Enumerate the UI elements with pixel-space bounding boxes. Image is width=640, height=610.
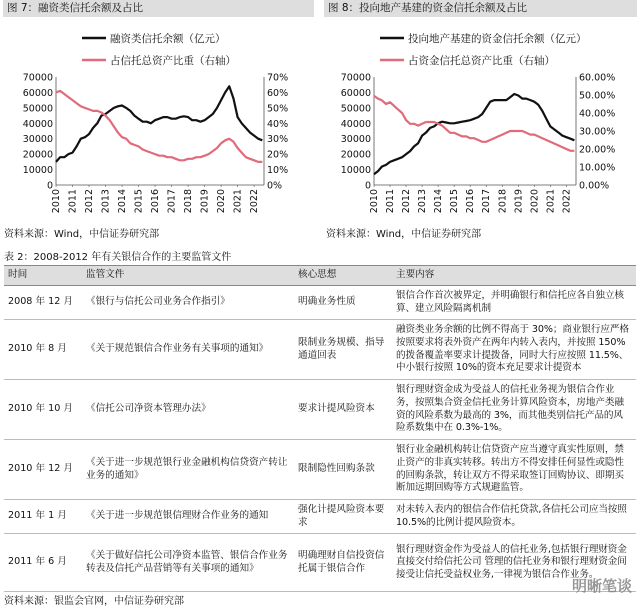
figure7-title: 图 7：融资类信托余额及占比 <box>3 0 314 17</box>
x-tick-label: 2022 <box>249 189 261 214</box>
cell-doc: 《银行与信托公司业务合作指引》 <box>82 286 294 320</box>
x-tick-label: 2013 <box>417 189 429 214</box>
x-tick-label: 2013 <box>100 189 112 214</box>
table-row <box>4 534 636 592</box>
y-right-tick-label: 70% <box>267 72 289 84</box>
cell-idea: 明确业务性质 <box>294 286 392 320</box>
y-left-tick-label: 30000 <box>340 134 371 146</box>
table-source: 资料来源：银监会官网，中信证券研究部 <box>4 596 184 607</box>
x-tick-label: 2014 <box>117 189 129 214</box>
x-tick-label: 2020 <box>216 189 228 214</box>
cell-time: 2008 年 12 月 <box>4 286 82 320</box>
cell-time: 2011 年 1 月 <box>4 500 82 534</box>
x-tick-label: 2016 <box>465 189 477 214</box>
cell-time: 2010 年 8 月 <box>4 320 82 380</box>
x-tick-label: 2014 <box>433 189 445 214</box>
cell-content: 银行理财资金成为受益人的信托业务视为银信合作业务，按照集合资金信托业务计算风险资本，房地产类融资的风险系数为最高的 3%，而其他类别信托产品的风险系数集中在 0.3%-1%。 <box>392 380 636 440</box>
cell-doc: 《关于做好信托公司净资本监管、银信合作业务转表及信托产品营销等有关事项的通知》 <box>82 534 294 592</box>
series-line-2 <box>374 96 574 151</box>
y-right-tick-label: 0.00% <box>579 180 610 192</box>
x-tick-label: 2022 <box>561 189 573 214</box>
cell-idea: 明确理财自信投资信托属于银信合作 <box>294 534 392 592</box>
y-right-tick-label: 30% <box>267 134 289 146</box>
x-tick-label: 2012 <box>401 189 413 214</box>
y-right-tick-label: 60.00% <box>579 72 616 84</box>
x-tick-label: 2010 <box>369 189 380 214</box>
y-right-tick-label: 20.00% <box>579 144 616 156</box>
y-left-tick-label: 40000 <box>22 118 53 130</box>
y-left-tick-label: 10000 <box>340 165 371 177</box>
y-left-tick-label: 60000 <box>22 87 53 99</box>
y-left-tick-label: 50000 <box>22 103 53 115</box>
cell-doc: 《关于进一步规范银信理财合作业务的通知 <box>82 500 294 534</box>
table-row <box>4 380 636 440</box>
x-tick-label: 2021 <box>545 189 557 214</box>
y-right-tick-label: 0% <box>267 180 283 192</box>
figure7-chart <box>0 20 316 225</box>
legend-label: 占资金信托总资产比重（右轴） <box>408 55 555 67</box>
cell-content: 银信合作首次被界定，并明确银行和信托应各自独立核算、建立风险隔离机制 <box>392 286 636 320</box>
x-tick-label: 2018 <box>183 189 195 214</box>
header-idea: 核心思想 <box>294 266 392 286</box>
x-tick-label: 2018 <box>497 189 509 214</box>
header-doc: 监管文件 <box>82 266 294 286</box>
y-left-tick-label: 0 <box>364 180 371 192</box>
cell-idea: 强化计提风险资本要求 <box>294 500 392 534</box>
cell-time: 2010 年 12 月 <box>4 440 82 500</box>
x-tick-label: 2015 <box>449 189 461 214</box>
header-time: 时间 <box>4 266 82 286</box>
y-right-tick-label: 20% <box>267 149 289 161</box>
figure8-title: 图 8：投向地产基建的资金信托余额及占比 <box>324 0 637 17</box>
table-row <box>4 500 636 534</box>
legend-label: 投向地产基建的资金信托余额（亿元） <box>408 33 587 45</box>
y-right-tick-label: 50% <box>267 103 289 115</box>
cell-idea: 要求计提风险资本 <box>294 380 392 440</box>
cell-content: 银行业金融机构转让信贷资产应当遵守真实性原则，禁止资产的非真实转移。转出方不得安排任何显性或隐性的回购条款，转让双方不得采取签订回购协议、即期买断加远期回购等方式规避监管。 <box>392 440 636 500</box>
cell-idea: 限制隐性回购条款 <box>294 440 392 500</box>
series-line-1 <box>374 94 574 174</box>
table-row <box>4 320 636 380</box>
x-tick-label: 2019 <box>513 189 525 214</box>
x-tick-label: 2010 <box>51 189 62 214</box>
x-tick-label: 2012 <box>84 189 96 214</box>
y-right-tick-label: 30.00% <box>579 126 616 138</box>
legend-label: 占信托总资产比重（右轴） <box>110 55 236 67</box>
figure8-source: 资料来源：Wind，中信证券研究部 <box>326 229 482 240</box>
x-tick-label: 2019 <box>199 189 211 214</box>
y-right-tick-label: 40% <box>267 118 289 130</box>
y-right-tick-label: 50.00% <box>579 90 616 102</box>
figure7-source: 资料来源：Wind，中信证券研究部 <box>4 229 160 240</box>
y-right-tick-label: 40.00% <box>579 108 616 120</box>
y-left-tick-label: 70000 <box>340 72 371 84</box>
x-tick-label: 2021 <box>232 188 244 214</box>
series-line-2 <box>56 91 262 162</box>
legend-label: 融资类信托余额（亿元） <box>110 33 226 45</box>
y-right-tick-label: 60% <box>267 87 289 99</box>
figure8-chart <box>322 20 640 225</box>
y-left-tick-label: 30000 <box>22 134 53 146</box>
watermark-logo: 明晰笔谈 <box>571 577 632 595</box>
series-line-1 <box>56 86 262 162</box>
table-row <box>4 286 636 320</box>
x-tick-label: 2015 <box>133 189 145 214</box>
x-tick-label: 2011 <box>385 189 397 214</box>
x-tick-label: 2017 <box>166 189 178 214</box>
cell-doc: 《信托公司净资本管理办法》 <box>82 380 294 440</box>
y-left-tick-label: 20000 <box>340 149 371 161</box>
cell-content: 对未转入表内的银信合作信托贷款,各信托公司应当按照 10.5%的比例计提风险资本。 <box>392 500 636 534</box>
y-right-tick-label: 10.00% <box>579 162 616 174</box>
cell-doc: 《关于进一步规范银行业金融机构信贷资产转让业务的通知》 <box>82 440 294 500</box>
cell-doc: 《关于规范银信合作业务有关事项的通知》 <box>82 320 294 380</box>
y-left-tick-label: 70000 <box>22 72 53 84</box>
y-left-tick-label: 50000 <box>340 103 371 115</box>
y-left-tick-label: 20000 <box>22 149 53 161</box>
x-tick-label: 2017 <box>481 189 493 214</box>
table-row <box>4 440 636 500</box>
x-tick-label: 2020 <box>529 189 541 214</box>
cell-time: 2010 年 10 月 <box>4 380 82 440</box>
y-left-tick-label: 40000 <box>340 118 371 130</box>
y-left-tick-label: 10000 <box>22 165 53 177</box>
x-tick-label: 2016 <box>150 189 162 214</box>
cell-idea: 限制业务规模、指导通道回表 <box>294 320 392 380</box>
header-content: 主要内容 <box>392 266 636 286</box>
regulation-table <box>4 265 636 592</box>
y-left-tick-label: 0 <box>46 180 53 192</box>
cell-time: 2011 年 6 月 <box>4 534 82 592</box>
cell-content: 银行理财资金作为受益人的信托业务,包括银行理财资金直接交付给信托公司 管理的信托业务和银行理财资金间接受让信托受益权业务,一律视为银信合作业务。 <box>392 534 636 592</box>
y-left-tick-label: 60000 <box>340 87 371 99</box>
table-title: 表 2：2008-2012 年有关银信合作的主要监管文件 <box>4 252 232 263</box>
table-header-row <box>4 266 636 286</box>
x-tick-label: 2011 <box>67 189 79 214</box>
cell-content: 融资类业务余额的比例不得高于 30%；商业银行应严格按照要求将表外资产在两年内转入表内，并按照 150%的拨备覆盖率要求计提拨备，同时大行应按照 11.5%、中小银行按照 10%的资本充足要求计提资本 <box>392 320 636 380</box>
y-right-tick-label: 10% <box>267 165 289 177</box>
